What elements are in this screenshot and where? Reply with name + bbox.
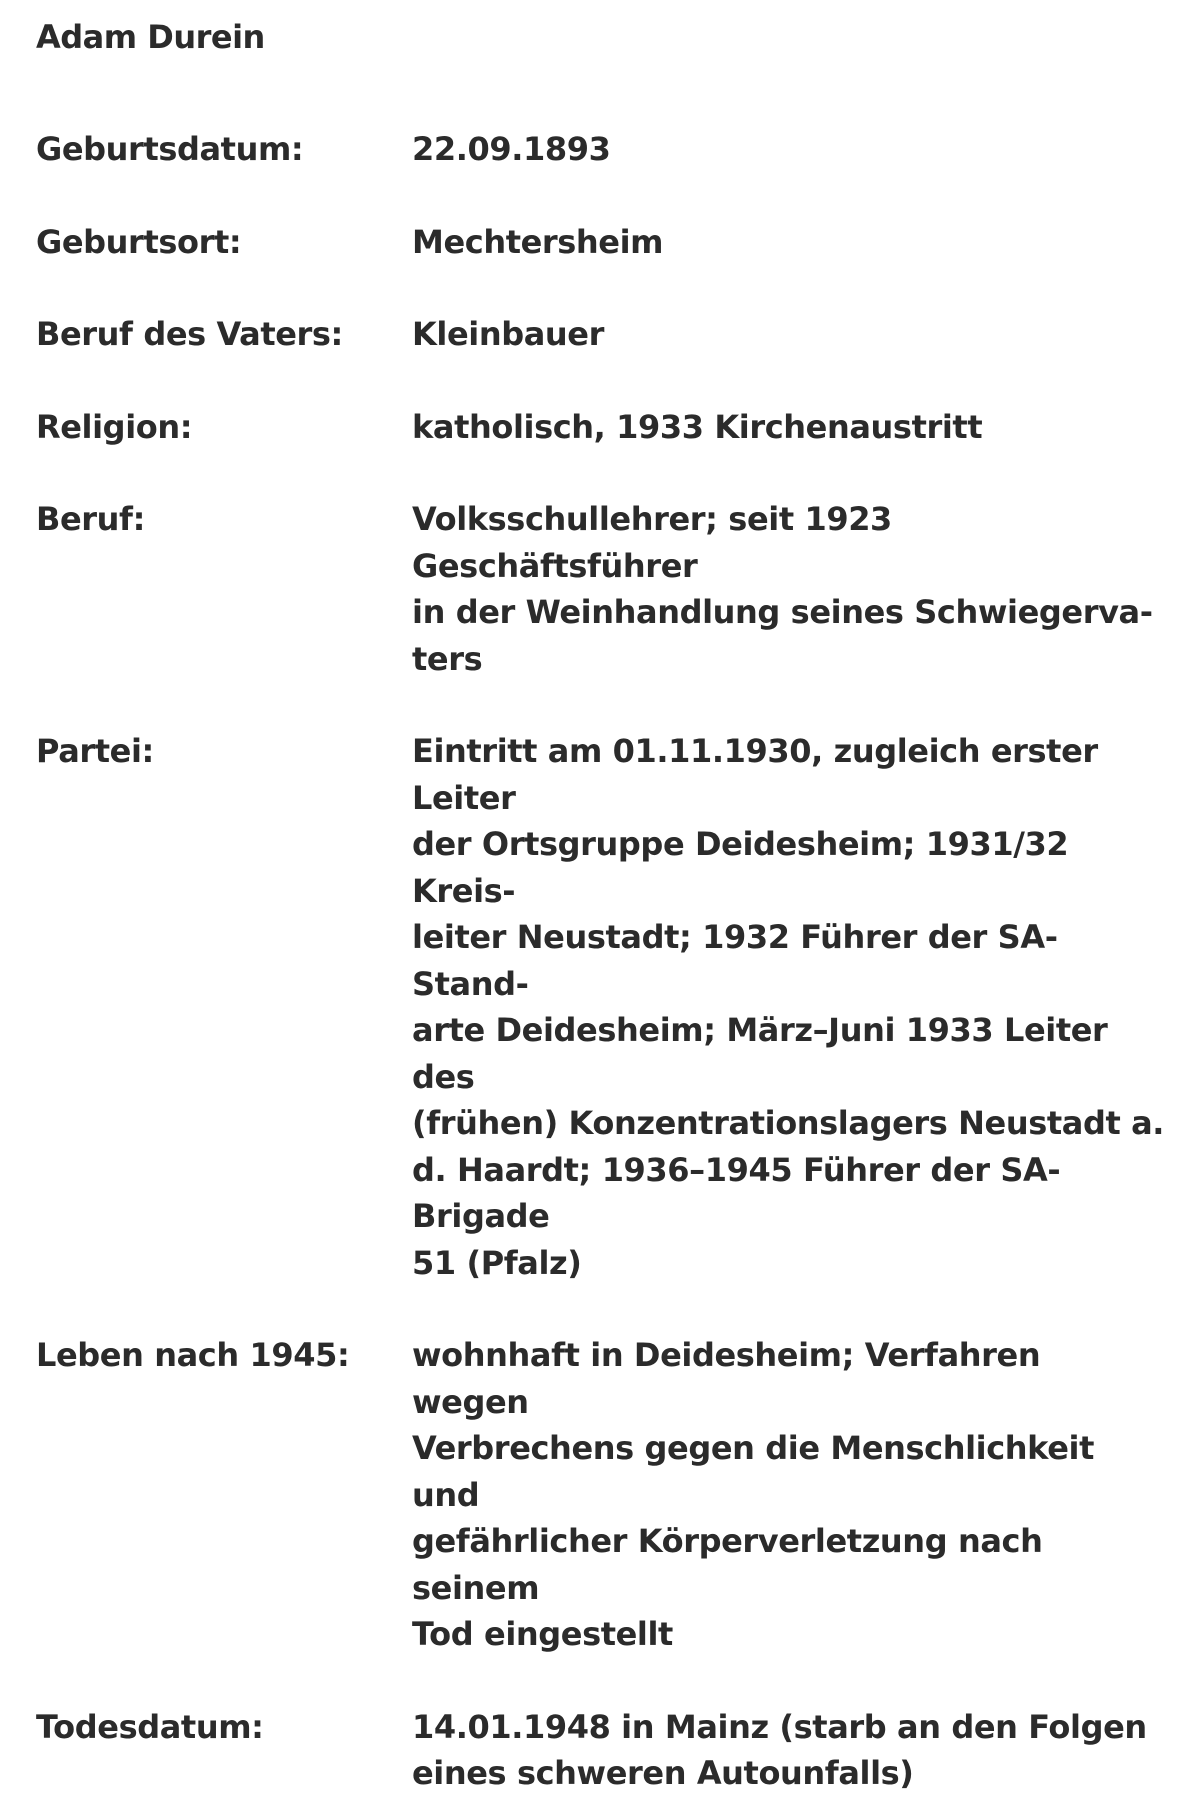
field-row-beruf-des-vaters <box>36 311 1166 358</box>
field-row-beruf <box>36 496 1166 682</box>
value-line: leiter Neustadt; 1932 Führer der SA-Stand- <box>412 918 1058 1003</box>
field-label: Beruf des Vaters: <box>36 315 343 353</box>
field-row-partei <box>36 728 1166 1286</box>
field-label: Geburtsdatum: <box>36 130 304 168</box>
value-line: (frühen) Konzentrationslagers Neustadt a. <box>412 1104 1165 1142</box>
value-line: 51 (Pfalz) <box>412 1243 582 1282</box>
value-line: gefährlicher Körperverletzung nach seinem <box>412 1522 1043 1607</box>
value-line: eines schweren Autounfalls) <box>412 1754 914 1792</box>
field-value <box>412 496 1166 682</box>
value-line: Tod eingestellt <box>412 1615 673 1653</box>
biography-card <box>36 14 1166 1797</box>
value-line: Kleinbauer <box>412 315 604 353</box>
value-line: der Ortsgruppe Deidesheim; 1931/32 Kreis- <box>412 825 1069 910</box>
field-label: Religion: <box>36 407 193 446</box>
value-line: ters <box>412 639 483 678</box>
value-line: Verbrechens gegen die Menschlichkeit und <box>412 1429 1094 1514</box>
field-label: Partei: <box>36 732 154 770</box>
field-value <box>412 1332 1166 1658</box>
field-row-geburtsdatum <box>36 126 1166 173</box>
field-value <box>412 404 1166 451</box>
field-value <box>412 126 1166 173</box>
value-line: Volksschullehrer; seit 1923 Geschäftsführer <box>412 500 892 585</box>
value-line: katholisch, 1933 Kirchenaustritt <box>412 407 983 446</box>
value-line: 22.09.1893 <box>412 130 611 168</box>
field-label: Leben nach 1945: <box>36 1336 350 1374</box>
field-value <box>412 219 1166 266</box>
value-line: in der Weinhandlung seines Schwiegerva- <box>412 593 1153 631</box>
field-label: Todesdatum: <box>36 1707 264 1746</box>
field-value <box>412 1704 1166 1797</box>
value-line: wohnhaft in Deidesheim; Verfahren wegen <box>412 1336 1041 1421</box>
field-label: Beruf: <box>36 500 145 538</box>
field-value <box>412 311 1166 358</box>
person-name-heading: Adam Durein <box>36 18 265 56</box>
value-line: arte Deidesheim; März–Juni 1933 Leiter des <box>412 1011 1108 1096</box>
field-row-todesdatum <box>36 1704 1166 1797</box>
value-line: Eintritt am 01.11.1930, zugleich erster Leiter <box>412 732 1098 817</box>
value-line: 14.01.1948 in Mainz (starb an den Folgen <box>412 1707 1147 1746</box>
field-row-religion <box>36 404 1166 451</box>
field-row-leben-nach-1945 <box>36 1332 1166 1658</box>
value-line: d. Haardt; 1936–1945 Führer der SA-Brigade <box>412 1150 1061 1235</box>
field-label: Geburtsort: <box>36 222 242 261</box>
biography-fields <box>36 126 1166 1797</box>
field-row-geburtsort <box>36 219 1166 266</box>
field-value <box>412 728 1166 1286</box>
value-line: Mechtersheim <box>412 222 664 261</box>
